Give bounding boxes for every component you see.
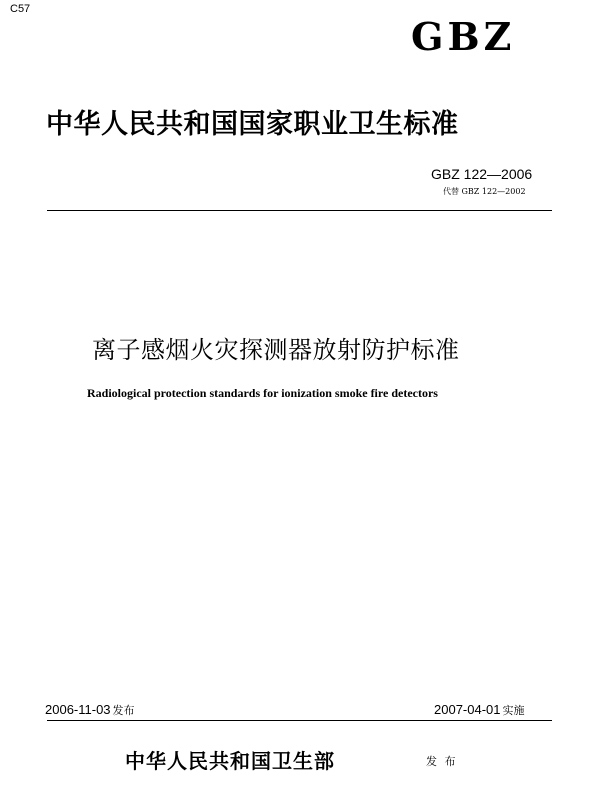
implementation-date: 2007-04-01 [434, 702, 501, 717]
implementation-date-line [434, 702, 525, 718]
standard-number: GBZ 122—2006 [431, 166, 533, 182]
replaces-note: 代替 GBZ 122—2002 [443, 187, 526, 196]
document-title-english: Radiological protection standards for ionization smoke fire detectors [87, 386, 438, 400]
classification-code: C57 [10, 3, 31, 15]
issue-date: 2006-11-03 [45, 702, 111, 717]
publish-label: 发 布 [426, 755, 458, 768]
gbz-logo: GBZ [411, 14, 516, 59]
standard-category-title: 中华人民共和国国家职业卫生标准 [46, 109, 459, 140]
issue-label: 发布 [112, 705, 135, 717]
publisher-name: 中华人民共和国卫生部 [125, 749, 335, 773]
document-title-chinese: 离子感烟火灾探测器放射防护标准 [92, 336, 460, 364]
implementation-label: 实施 [502, 705, 525, 717]
issue-date-line [45, 702, 135, 718]
footer-divider [47, 720, 552, 721]
header-divider [47, 210, 552, 211]
